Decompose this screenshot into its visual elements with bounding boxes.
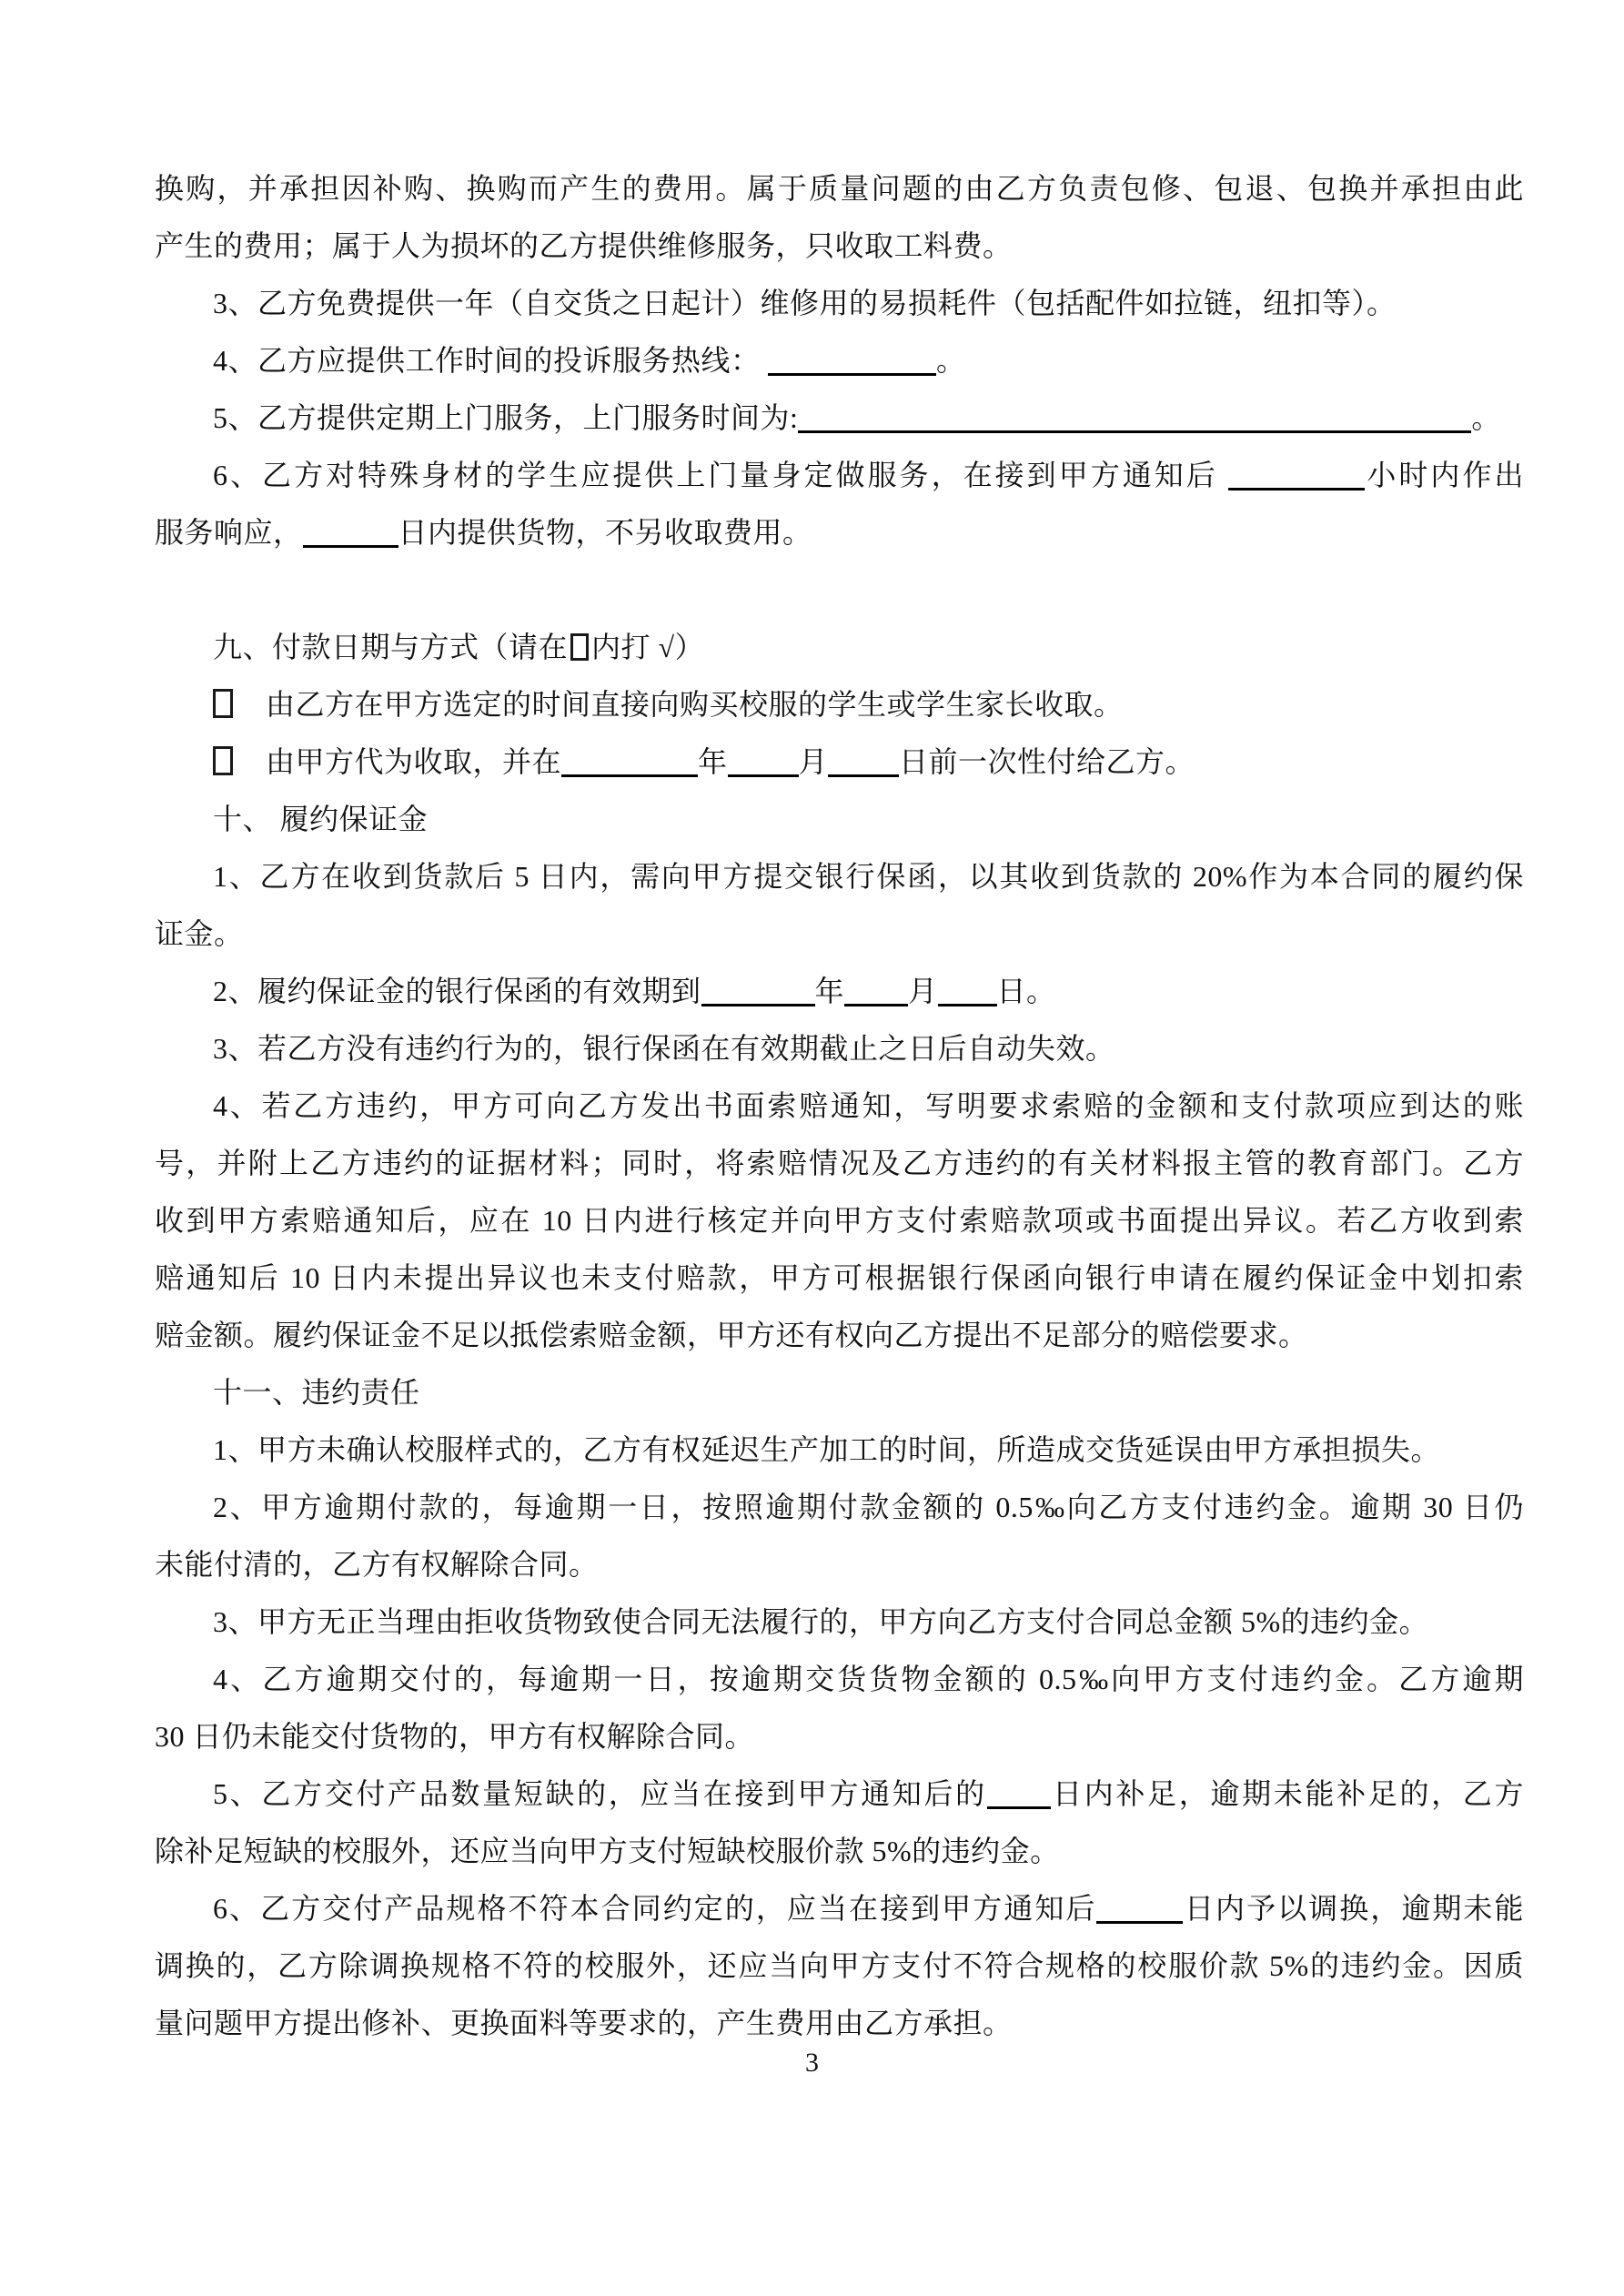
- text-run: 号，并附上乙方违约的证据材料；同时，将索赔情况及乙方违约的有关材料报主管的教育部门。乙方: [155, 1147, 1524, 1179]
- text-run: 。: [936, 344, 966, 377]
- text-run: 十一、违约责任: [213, 1376, 420, 1409]
- text-run: 证金。: [155, 917, 244, 950]
- text-run: 4、乙方应提供工作时间的投诉服务热线：: [213, 344, 769, 377]
- clause-breach-4-continuation: [155, 1708, 1524, 1765]
- clause-deposit-2-validity: [155, 963, 1524, 1020]
- payment-option-2: [155, 733, 1524, 791]
- text-run: 日内补足，逾期未能补足的，乙方: [1050, 1777, 1524, 1810]
- fill-in-blank[interactable]: [728, 764, 799, 777]
- text-run: 3、甲方无正当理由拒收货物致使合同无法履行的，甲方向乙方支付合同总金额 5%的违约金。: [213, 1605, 1429, 1638]
- fill-in-blank[interactable]: [987, 1795, 1051, 1809]
- text-run: 月: [798, 745, 829, 778]
- text-run: 小时内作出: [1364, 459, 1524, 491]
- text-run: 月: [908, 975, 938, 1007]
- text-run: 30 日仍未能交付货物的，甲方有权解除合同。: [155, 1720, 755, 1753]
- fill-in-blank[interactable]: [938, 993, 997, 1006]
- fill-in-blank[interactable]: [798, 420, 1471, 433]
- text-run: 日前一次性付给乙方。: [899, 745, 1195, 778]
- clause-deposit-4: [155, 1077, 1524, 1135]
- text-run: 十、 履约保证金: [213, 803, 429, 835]
- fill-in-blank[interactable]: [303, 534, 398, 548]
- clause-service-6-custom-fit: [155, 447, 1524, 504]
- text-run: 日内予以调换，逾期未能: [1183, 1892, 1524, 1925]
- text-run: 由甲方代为收取，并在: [266, 745, 562, 778]
- text-run: 4、若乙方违约，甲方可向乙方发出书面索赔通知，写明要求索赔的金额和支付款项应到达的账: [213, 1089, 1524, 1122]
- text-run: 九、付款日期与方式（请在: [213, 631, 569, 663]
- clause-warranty-continuation: [155, 217, 1524, 275]
- text-run: 产生的费用；属于人为损坏的乙方提供维修服务，只收取工料费。: [155, 229, 1013, 262]
- text-run: 调换的，乙方除调换规格不符的校服外，还应当向甲方支付不符合规格的校服价款 5%的违约金。因质: [155, 1949, 1524, 1982]
- clause-deposit-1: [155, 848, 1524, 905]
- clause-service-6-continuation: [155, 504, 1524, 561]
- clause-warranty-continuation: [155, 160, 1524, 217]
- fill-in-blank[interactable]: [701, 993, 815, 1006]
- clause-breach-6-continuation: [155, 1937, 1524, 1995]
- clause-service-4-hotline: [155, 332, 1524, 389]
- text-run: 5、乙方提供定期上门服务，上门服务时间为:: [213, 401, 799, 434]
- fill-in-blank[interactable]: [768, 362, 936, 376]
- clause-deposit-4-continuation: [155, 1249, 1524, 1307]
- text-run: 年: [814, 975, 845, 1007]
- text-run: 2、甲方逾期付款的，每逾期一日，按照逾期付款金额的 0.5‰向乙方支付违约金。逾期 30 日仍: [213, 1491, 1524, 1523]
- fill-in-blank[interactable]: [828, 764, 899, 777]
- text-run: 量问题甲方提出修补、更换面料等要求的，产生费用由乙方承担。: [155, 2007, 1013, 2039]
- text-run: 除补足短缺的校服外，还应当向甲方支付短缺校服价款 5%的违约金。: [155, 1835, 1060, 1867]
- text-run: 4、乙方逾期交付的，每逾期一日，按逾期交货货物金额的 0.5‰向甲方支付违约金。乙方逾期: [213, 1663, 1524, 1695]
- text-run: 3、若乙方没有违约行为的，银行保函在有效期截止之日后自动失效。: [213, 1032, 1115, 1065]
- section-11-heading-breach: [155, 1364, 1524, 1421]
- clause-service-5-visit-time: [155, 389, 1524, 447]
- clause-deposit-3: [155, 1020, 1524, 1077]
- text-run: 6、乙方对特殊身材的学生应提供上门量身定做服务，在接到甲方通知后: [213, 459, 1228, 491]
- text-run: 5、乙方交付产品数量短缺的，应当在接到甲方通知后的: [213, 1777, 987, 1810]
- text-run: 6、乙方交付产品规格不符本合同约定的，应当在接到甲方通知后: [213, 1892, 1097, 1925]
- clause-breach-5-continuation: [155, 1823, 1524, 1880]
- clause-breach-2: [155, 1479, 1524, 1536]
- text-run: 内打 √）: [591, 631, 705, 663]
- text-run: 日。: [996, 975, 1056, 1007]
- text-run: 换购，并承担因补购、换购而产生的费用。属于质量问题的由乙方负责包修、包退、包换并承担由此: [155, 172, 1524, 205]
- text-run: 1、乙方在收到货款后 5 日内，需向甲方提交银行保函，以其收到货款的 20%作为本合同的履约保: [213, 860, 1524, 893]
- text-run: 2、履约保证金的银行保函的有效期到: [213, 975, 701, 1007]
- clause-breach-3: [155, 1593, 1524, 1651]
- payment-option-1: [155, 676, 1524, 733]
- fill-in-blank[interactable]: [1096, 1910, 1183, 1924]
- clause-deposit-4-continuation: [155, 1307, 1524, 1364]
- clause-breach-5: [155, 1765, 1524, 1823]
- blank-line: [155, 561, 1524, 619]
- text-run: 由乙方在甲方选定的时间直接向购买校服的学生或学生家长收取。: [266, 688, 1124, 721]
- clause-breach-2-continuation: [155, 1536, 1524, 1593]
- text-run: 日内提供货物，不另收取费用。: [398, 516, 812, 549]
- text-run: 3、乙方免费提供一年（自交货之日起计）维修用的易损耗件（包括配件如拉链，纽扣等）。: [213, 287, 1397, 319]
- text-run: 年: [698, 745, 728, 778]
- text-run: 1、甲方未确认校服样式的，乙方有权延迟生产加工的时间，所造成交货延误由甲方承担损失。: [213, 1433, 1441, 1466]
- clause-deposit-1-continuation: [155, 905, 1524, 963]
- clause-breach-4: [155, 1651, 1524, 1708]
- section-9-heading-payment: [155, 619, 1524, 676]
- fill-in-blank[interactable]: [561, 764, 698, 777]
- text-run: 未能付清的，乙方有权解除合同。: [155, 1548, 599, 1581]
- text-run: 收到甲方索赔通知后，应在 10 日内进行核定并向甲方支付索赔款项或书面提出异议。若乙方收到索: [155, 1204, 1524, 1237]
- text-run: 。: [1471, 401, 1501, 434]
- clause-breach-6: [155, 1880, 1524, 1937]
- document-body: [155, 160, 1524, 2052]
- clause-breach-1: [155, 1421, 1524, 1479]
- clause-service-3: [155, 275, 1524, 332]
- checkbox-icon[interactable]: [213, 746, 233, 775]
- text-run: 服务响应，: [155, 516, 303, 549]
- fill-in-blank[interactable]: [1228, 477, 1365, 491]
- page-number: 3: [805, 2048, 819, 2078]
- checkbox-glyph-icon: [570, 633, 589, 661]
- fill-in-blank[interactable]: [844, 993, 908, 1006]
- checkbox-icon[interactable]: [213, 689, 233, 718]
- text-run: 赔通知后 10 日内未提出异议也未支付赔款，甲方可根据银行保函向银行申请在履约保证金中划扣索: [155, 1261, 1524, 1294]
- text-run: 赔金额。履约保证金不足以抵偿索赔金额，甲方还有权向乙方提出不足部分的赔偿要求。: [155, 1319, 1308, 1351]
- clause-deposit-4-continuation: [155, 1135, 1524, 1192]
- clause-deposit-4-continuation: [155, 1192, 1524, 1249]
- section-10-heading-deposit: [155, 791, 1524, 848]
